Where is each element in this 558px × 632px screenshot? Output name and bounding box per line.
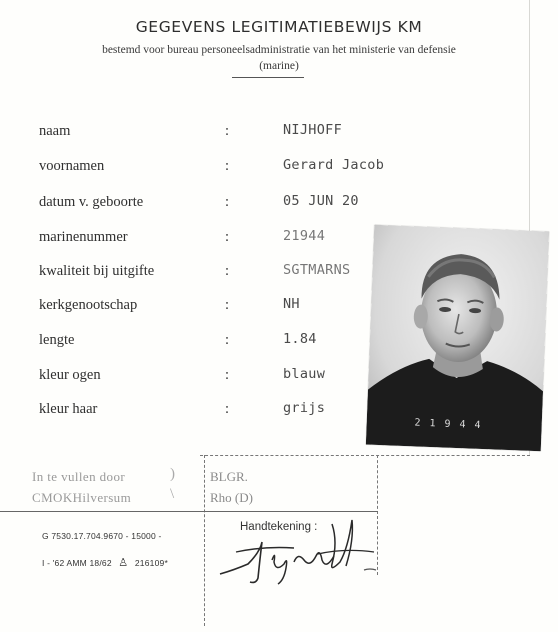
field-label: datum v. geboorte (39, 194, 144, 210)
blgr-box (210, 466, 253, 508)
field-label: lengte (39, 332, 75, 348)
fill-in-instruction (32, 466, 131, 508)
field-value: Gerard Jacob (283, 157, 385, 173)
field-row-voornamen (0, 158, 558, 182)
blgr-text: BLGR. (210, 469, 248, 484)
department-underline (232, 77, 304, 78)
field-value: 1.84 (283, 331, 317, 347)
field-colon: : (225, 123, 230, 139)
bracket-mark: ) (170, 466, 175, 482)
bracket-mark: \ (170, 486, 175, 502)
field-value: SGTMARNS (283, 262, 351, 278)
fill-in-line: CMOKHilversum (32, 490, 132, 505)
field-label: kleur ogen (39, 367, 101, 383)
rho-text: Rho (D) (210, 490, 253, 505)
signature-label: Handtekening : (240, 521, 318, 533)
print-code-text: I - '62 AMM 18/62 (42, 558, 112, 568)
field-colon: : (225, 263, 230, 279)
print-code-number: 216109* (134, 558, 168, 568)
field-label: voornamen (39, 158, 105, 174)
field-value: blauw (283, 366, 326, 382)
field-row-naam (0, 123, 558, 147)
signature-scribble (214, 512, 384, 592)
printer-logo-icon: ♙ (118, 557, 129, 569)
field-colon: : (225, 229, 230, 245)
field-label: kleur haar (39, 401, 98, 417)
field-row-geboorte (0, 194, 558, 218)
form-subtitle: bestemd voor bureau personeelsadministratie van het ministerie van defensie (102, 44, 456, 56)
field-colon: : (225, 367, 230, 383)
form-title: GEGEVENS LEGITIMATIEBEWIJS KM (135, 18, 423, 36)
field-colon: : (225, 332, 230, 348)
field-value: 05 JUN 20 (283, 193, 359, 209)
photo-stamp-number: 21944 (414, 417, 490, 432)
divider-line (204, 455, 205, 626)
field-colon: : (225, 401, 230, 417)
fill-in-line: In te vullen door (32, 469, 126, 484)
print-code-line: G 7530.17.704.9670 - 15000 - (42, 531, 162, 541)
field-label: kwaliteit bij uitgifte (39, 263, 155, 279)
field-value: NIJHOFF (283, 122, 342, 138)
print-code-line (42, 556, 168, 569)
field-value: grijs (283, 400, 326, 416)
field-value: 21944 (283, 228, 326, 244)
field-colon: : (225, 297, 230, 313)
field-label: marinenummer (39, 229, 128, 245)
field-value: NH (283, 296, 300, 312)
divider-line (200, 455, 530, 456)
field-colon: : (225, 158, 230, 174)
field-label: kerkgenootschap (39, 297, 138, 313)
field-label: naam (39, 123, 71, 139)
field-colon: : (225, 194, 230, 210)
form-department: (marine) (259, 60, 299, 72)
